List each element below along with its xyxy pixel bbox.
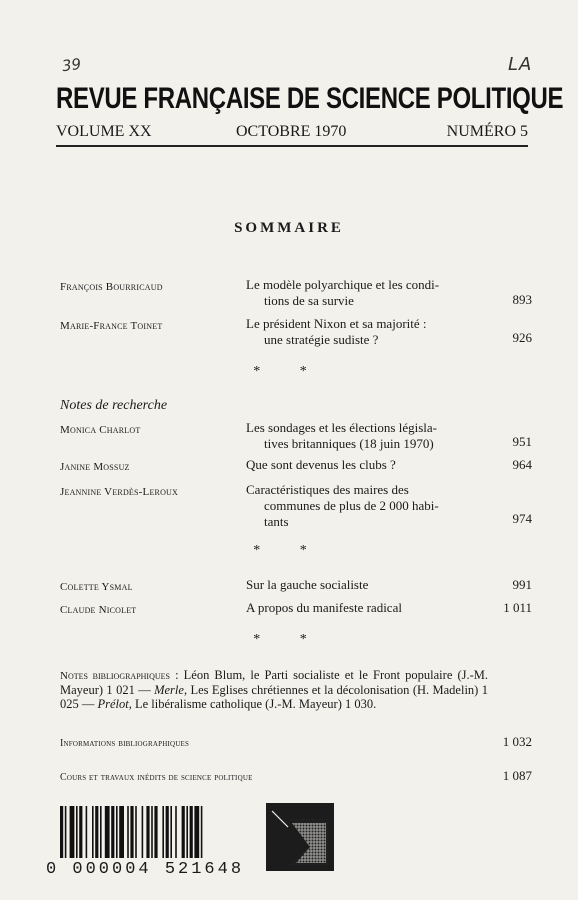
notes-text: : Léon Blum, le Parti socialiste et le Front populaire (J.-M. Mayeur) 1 021 — <box>60 668 488 697</box>
barcode-bar <box>142 806 144 858</box>
entry-title <box>246 577 482 593</box>
entry-title-line: une stratégie sudiste ? <box>264 332 379 347</box>
entry-title-line: communes de plus de 2 000 habi- <box>264 498 439 513</box>
entry-author: Janine Mossuz <box>60 461 130 473</box>
entry-author: Monica Charlot <box>60 424 141 436</box>
cours-page-number: 1 087 <box>502 768 532 783</box>
entry-title-line: tants <box>264 514 289 529</box>
handwritten-note-left: 39 <box>60 54 83 76</box>
masthead <box>56 82 564 140</box>
barcode-number: 0 000004 521648 <box>46 860 245 879</box>
barcode-bar <box>105 806 110 858</box>
issue-number: NUMÉRO 5 <box>446 123 528 140</box>
entry-page-number: 964 <box>512 457 532 472</box>
barcode-bar <box>135 806 137 858</box>
entry-title-line: A propos du manifeste radical <box>246 600 402 615</box>
barcode-bar <box>175 806 177 858</box>
entry-author: François Bourricaud <box>60 281 163 293</box>
barcode-bar <box>146 806 149 858</box>
entry-title-line: Sur la gauche socialiste <box>246 577 369 592</box>
section-separator: * * <box>253 364 325 379</box>
journal-title: REVUE FRANÇAISE DE SCIENCE POLITIQUE <box>56 82 564 115</box>
barcode-bar <box>170 806 172 858</box>
entry-title <box>246 600 482 616</box>
entry-title <box>246 482 482 530</box>
entry-author: Colette Ysmal <box>60 581 133 593</box>
entry-title-line: Les sondages et les élections législa- <box>246 420 437 435</box>
entry-page-number: 991 <box>512 577 532 592</box>
barcode-bar <box>186 806 188 858</box>
barcode-bar <box>190 806 193 858</box>
barcode-bar <box>100 806 102 858</box>
barcode-bar <box>111 806 114 858</box>
notes-text: , Les Eglises chrétiennes et la décolonisation (H. Madelin) 1 025 — <box>60 683 488 711</box>
barcode-bar <box>154 806 157 858</box>
entry-title <box>246 277 482 309</box>
barcode-bar <box>119 806 124 858</box>
barcode-bar <box>194 806 199 858</box>
barcode-bar <box>92 806 94 858</box>
barcode-bar <box>86 806 88 858</box>
informations-label: Informations bibliographiques <box>60 738 190 749</box>
barcode-bar <box>166 806 169 858</box>
entry-title-line: Caractéristiques des maires des <box>246 482 409 497</box>
bibliographic-notes <box>60 668 488 711</box>
section-separator: * * <box>253 632 325 647</box>
contents-heading: SOMMAIRE <box>234 220 344 236</box>
section-label: Notes de recherche <box>60 398 168 413</box>
notes-author-prelot: Prélot <box>97 697 129 711</box>
entry-page-number: 951 <box>512 434 532 449</box>
section-separator: * * <box>253 543 325 558</box>
barcode-bar <box>95 806 98 858</box>
entry-title <box>246 316 482 348</box>
entry-page-number: 1 011 <box>503 600 532 615</box>
entry-title-line: tives britanniques (18 juin 1970) <box>264 436 434 451</box>
entry-title-line: tions de sa survie <box>264 293 354 308</box>
notes-author-merle: Merle <box>154 683 184 697</box>
barcode-bar <box>116 806 118 858</box>
entry-author: Claude Nicolet <box>60 604 137 616</box>
barcode-bar <box>182 806 185 858</box>
entry-title-line: Le modèle polyarchique et les condi- <box>246 277 440 292</box>
publisher-logo <box>266 803 334 871</box>
notes-text: , Le libéralisme catholique (J.-M. Mayeur) 1 030. <box>128 697 377 711</box>
barcode-bar <box>79 806 82 858</box>
entry-title <box>246 420 482 452</box>
entry-page-number: 974 <box>512 511 532 526</box>
barcode-bar <box>201 806 203 858</box>
handwritten-note-right: LA <box>508 54 533 75</box>
masthead-rule <box>56 145 528 147</box>
barcode-bar <box>70 806 75 858</box>
barcode-bar <box>162 806 164 858</box>
entry-title-line: Le président Nixon et sa majorité : <box>246 316 427 331</box>
issue-date: OCTOBRE 1970 <box>236 123 347 140</box>
entry-page-number: 893 <box>512 292 532 307</box>
barcode-bar <box>60 806 63 858</box>
entry-title <box>246 457 482 473</box>
entry-author: Marie-France Toinet <box>60 320 163 332</box>
entry-title-line: Que sont devenus les clubs ? <box>246 457 396 472</box>
barcode-bar <box>151 806 153 858</box>
barcode-bar <box>65 806 67 858</box>
volume-label: VOLUME XX <box>56 123 152 140</box>
entry-page-number: 926 <box>512 330 532 345</box>
cours-label: Cours et travaux inédits de science politique <box>60 772 253 783</box>
entry-author: Jeannine Verdès-Leroux <box>60 486 178 498</box>
barcode <box>60 806 256 858</box>
barcode-bar <box>127 806 129 858</box>
notes-label: Notes bibliographiques <box>60 670 170 682</box>
barcode-bar <box>76 806 78 858</box>
barcode-bar <box>130 806 133 858</box>
informations-page-number: 1 032 <box>502 734 532 749</box>
